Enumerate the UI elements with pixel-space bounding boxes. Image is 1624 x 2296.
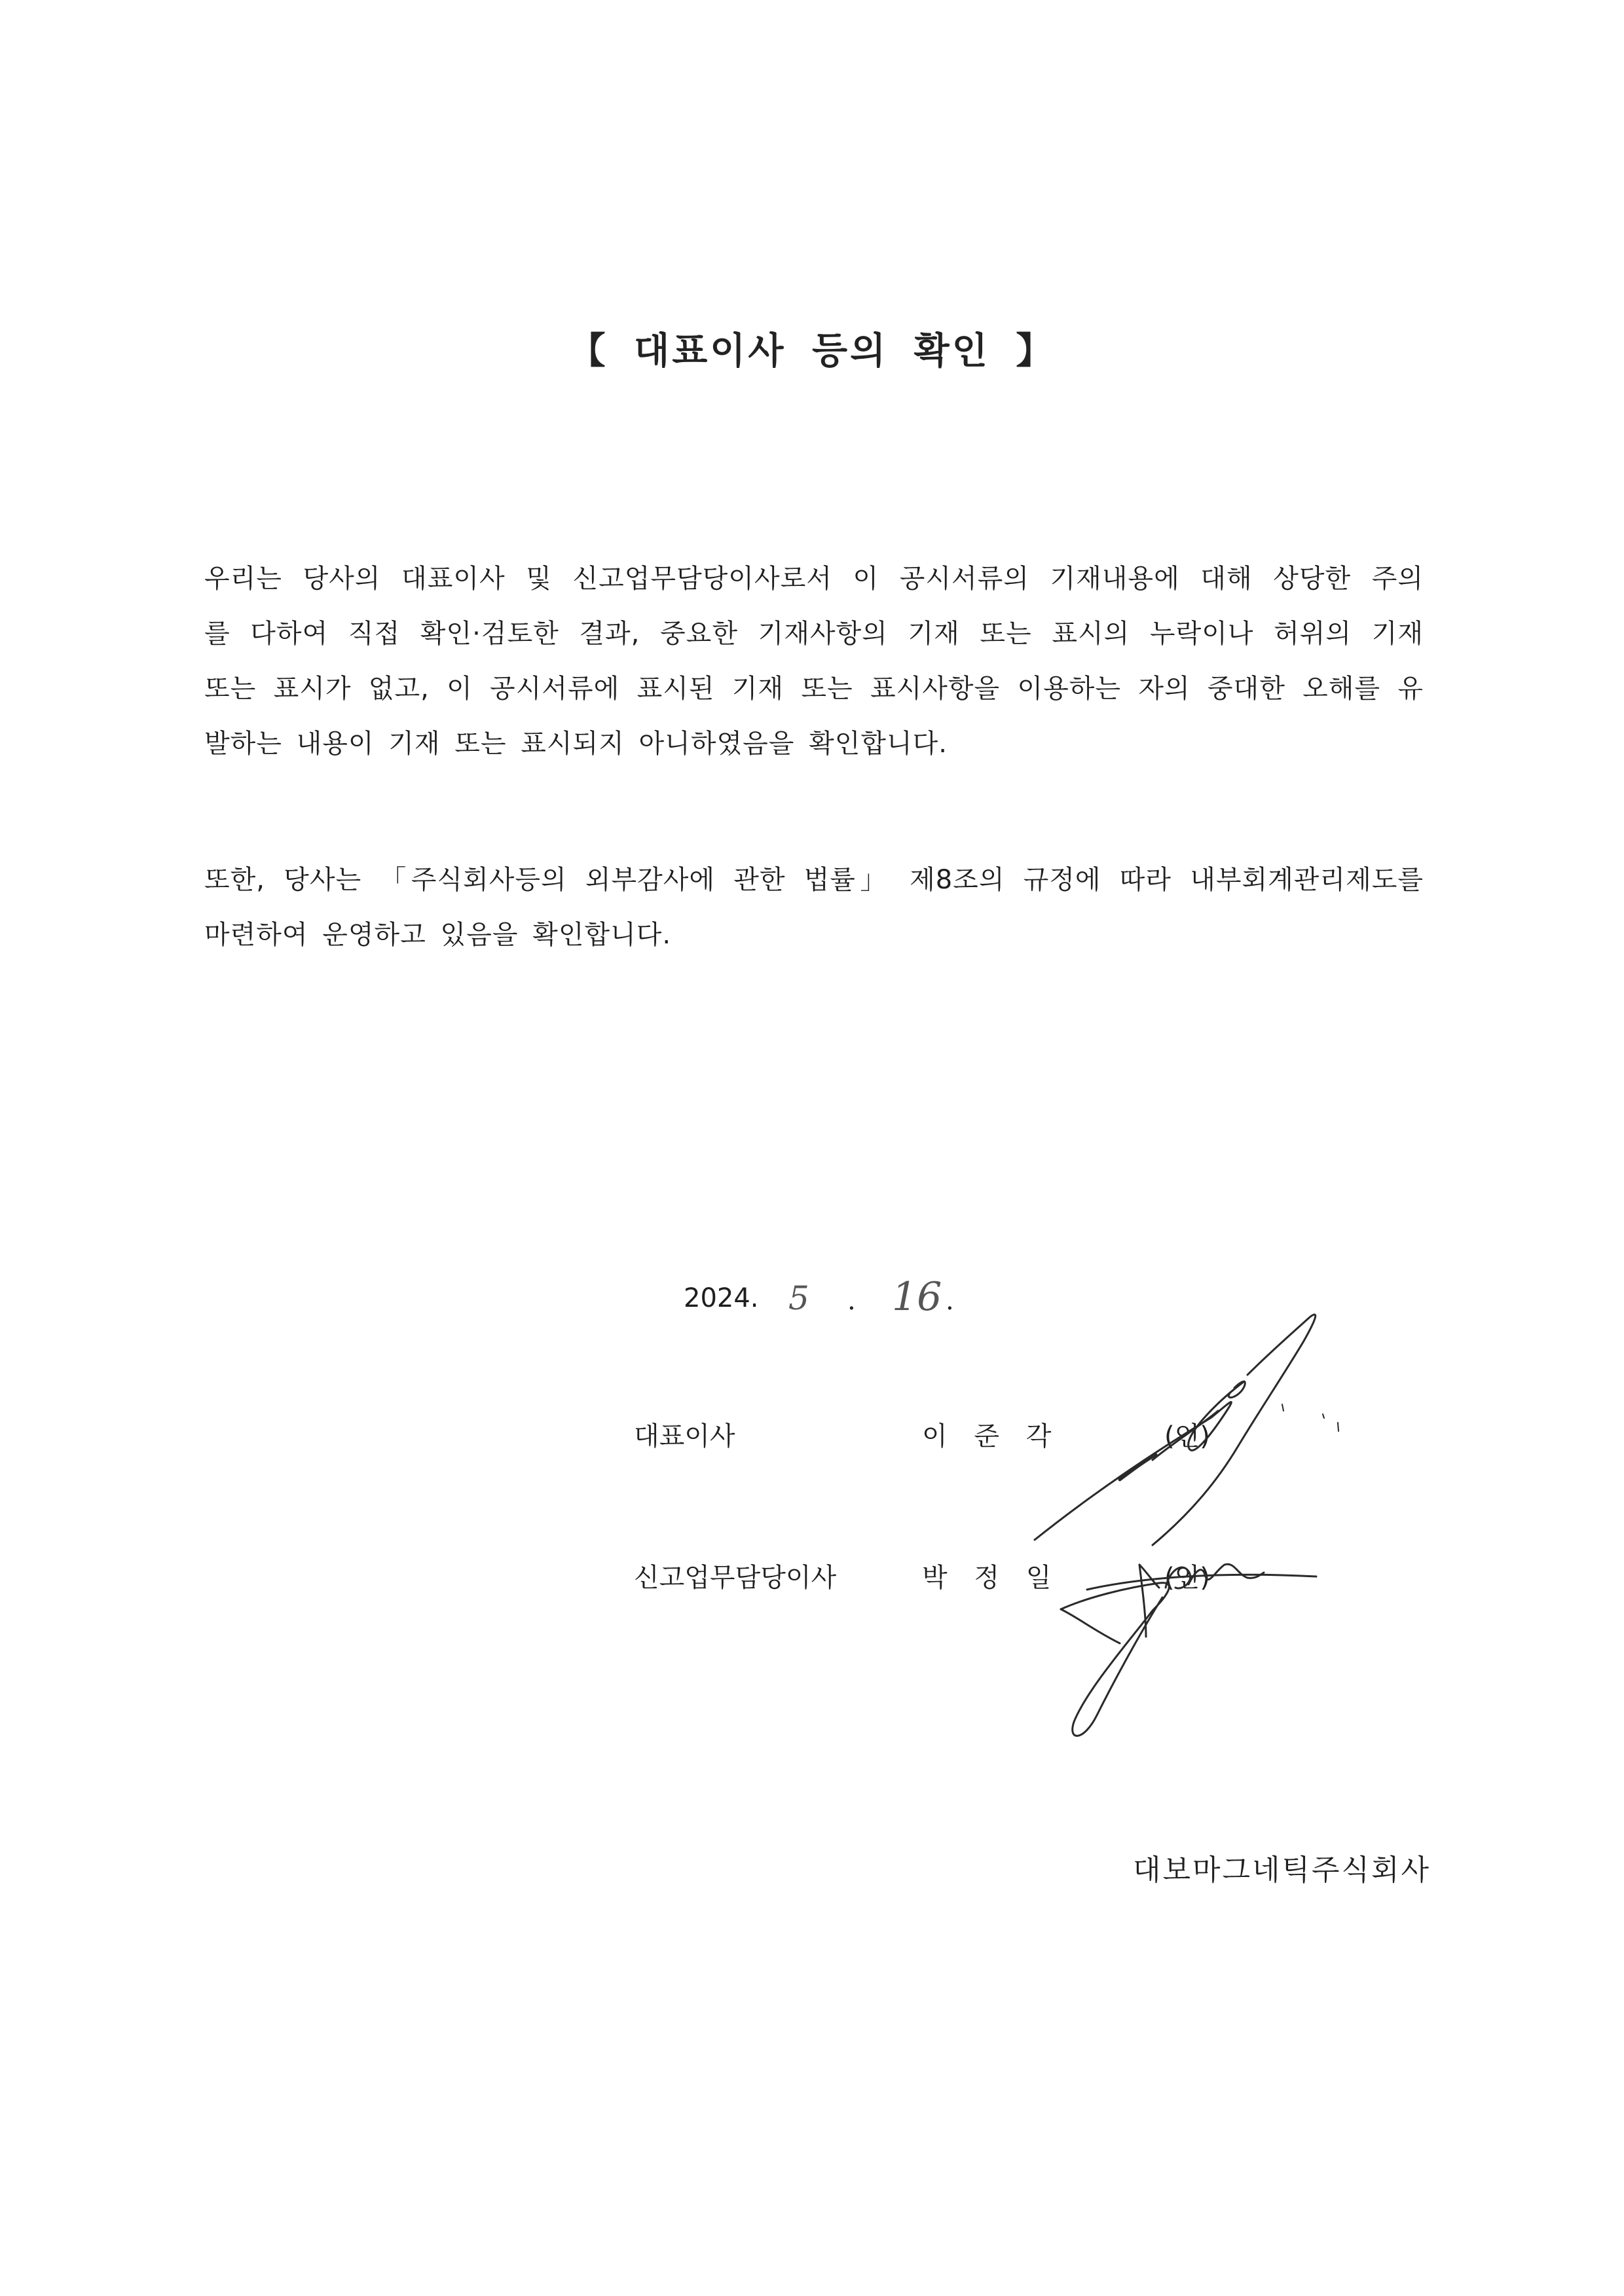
paragraph-line: 를 다하여 직접 확인·검토한 결과, 중요한 기재사항의 기재 또는 표시의 누락이나 허위의 기재 [204,619,1424,649]
date-year: 2024. [684,1283,759,1313]
internal-control-paragraph [204,852,1424,962]
seal-mark: (인) [1164,1563,1210,1593]
signatory-role: 대표이사 [634,1421,735,1451]
paragraph-line: 또한, 당사는 「주식회사등의 외부감사에 관한 법률」 제8조의 규정에 따라 내부회계관리제도를 [204,865,1424,895]
page-title: 【 대표이사 등의 확인 】 [568,330,1056,373]
date-month-handwritten: 5 [788,1279,809,1317]
signatory-name: 이 준 각 [922,1421,1061,1451]
confirmation-paragraph [204,551,1424,771]
signatory-role: 신고업무담당이사 [634,1563,837,1593]
company-name: 대보마그네틱주식회사 [1133,1853,1431,1887]
seal-mark: (인) [1164,1421,1210,1451]
date-end: . [946,1286,954,1316]
paragraph-line: 우리는 당사의 대표이사 및 신고업무담당이사로서 이 공시서류의 기재내용에 대해 상당한 주의 [204,564,1424,594]
date-day-handwritten: 16 [892,1274,942,1320]
date-separator: . [847,1286,856,1316]
paragraph-line: 또는 표시가 없고, 이 공시서류에 표시된 기재 또는 표시사항을 이용하는 자의 중대한 오해를 유 [204,674,1424,704]
paragraph-line: 발하는 내용이 기재 또는 표시되지 아니하였음을 확인합니다. [204,729,948,759]
signatory-name: 박 정 일 [922,1563,1061,1593]
paragraph-line: 마련하여 운영하고 있음을 확인합니다. [204,920,672,950]
